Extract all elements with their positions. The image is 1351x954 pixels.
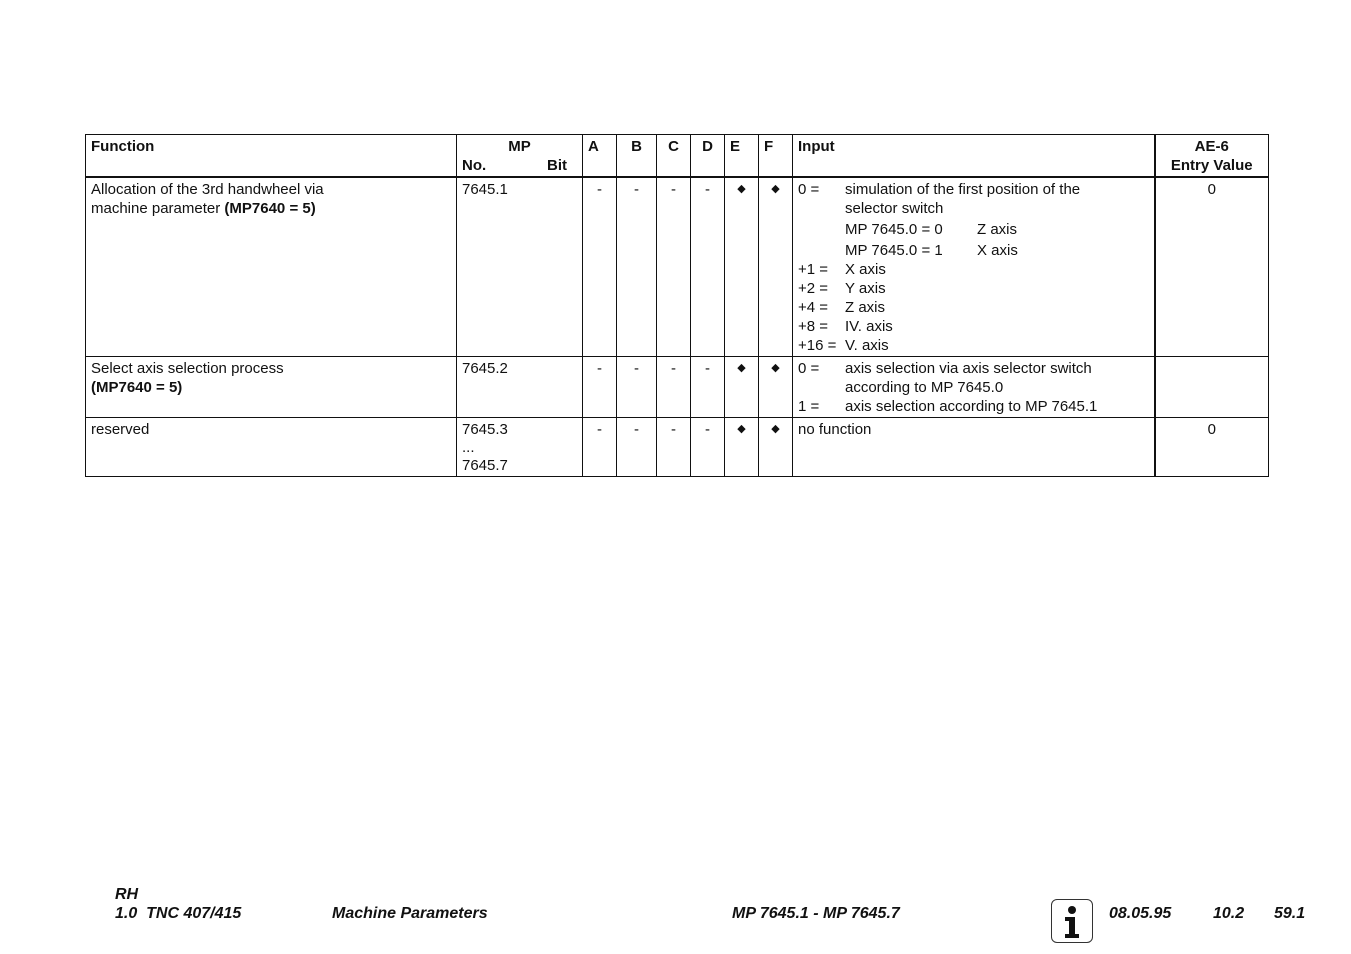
mp-number-cell: 7645.1 (457, 177, 583, 357)
input-value: Z axis (845, 299, 886, 316)
cell-b: - (617, 357, 657, 418)
function-condition: (MP7640 = 5) (91, 379, 183, 396)
cell-f: ◆ (759, 177, 793, 357)
table-row (86, 177, 1269, 357)
mp-number-cell: 7645.2 (457, 357, 583, 418)
input-value: simulation of the first position of the (845, 181, 1081, 198)
header-mp (457, 135, 583, 178)
mp-number-cell (457, 418, 583, 477)
function-cell (86, 357, 457, 418)
header-b: B (617, 135, 657, 178)
entry-value-cell (1155, 357, 1269, 418)
cell-d: - (691, 418, 725, 477)
footer-chapter: 10.2 (1213, 905, 1245, 922)
input-value: axis selection via axis selector switch (845, 360, 1092, 377)
cell-a: - (583, 177, 617, 357)
input-cell (793, 357, 1155, 418)
header-function: Function (86, 135, 457, 178)
input-key: +2 = (798, 280, 829, 297)
cell-d: - (691, 177, 725, 357)
input-value: X axis (845, 261, 886, 278)
function-cell: reserved (86, 418, 457, 477)
footer-section: Machine Parameters (332, 905, 488, 922)
function-cell (86, 177, 457, 357)
table-row (86, 418, 1269, 477)
input-cell: no function (793, 418, 1155, 477)
function-text: Select axis selection process (91, 360, 284, 377)
header-entry-value: Entry Value (1170, 157, 1253, 174)
info-icon (1051, 899, 1093, 943)
cell-a: - (583, 418, 617, 477)
machine-parameter-table (85, 134, 1269, 477)
header-bit: Bit (547, 157, 567, 174)
cell-b: - (617, 177, 657, 357)
header-input: Input (793, 135, 1155, 178)
cell-b: - (617, 418, 657, 477)
table-header-row (86, 135, 1269, 178)
input-key: 0 = (798, 360, 820, 377)
mp-number: 7645.3 (462, 421, 508, 438)
input-value: axis selection according to MP 7645.1 (845, 398, 1098, 415)
footer-range: MP 7645.1 - MP 7645.7 (732, 905, 900, 922)
header-mp-label: MP (508, 138, 531, 155)
cell-c: - (657, 177, 691, 357)
cell-c: - (657, 357, 691, 418)
input-sub-value: MP 7645.0 = 1 (845, 242, 943, 259)
mp-number: 7645.7 (462, 457, 508, 474)
input-key: +16 = (798, 337, 837, 354)
function-condition: (MP7640 = 5) (224, 200, 316, 217)
input-cell (793, 177, 1155, 357)
mp-ellipsis: ... (462, 439, 475, 456)
cell-c: - (657, 418, 691, 477)
header-a: A (583, 135, 617, 178)
header-ae6 (1155, 135, 1269, 178)
input-key: +4 = (798, 299, 829, 316)
cell-e: ◆ (725, 418, 759, 477)
header-no: No. (462, 157, 487, 174)
cell-a: - (583, 357, 617, 418)
footer-page: 59.1 (1274, 905, 1306, 922)
entry-value-cell: 0 (1155, 177, 1269, 357)
footer-rh: RH (115, 886, 139, 903)
cell-f: ◆ (759, 357, 793, 418)
header-d: D (691, 135, 725, 178)
header-f: F (759, 135, 793, 178)
input-value: Y axis (845, 280, 886, 297)
cell-d: - (691, 357, 725, 418)
input-sub-axis: Z axis (977, 221, 1018, 238)
footer-version: 1.0 TNC 407/415 (115, 905, 242, 922)
header-e: E (725, 135, 759, 178)
input-value: V. axis (845, 337, 889, 354)
input-key: 0 = (798, 181, 820, 198)
input-sub-axis: X axis (977, 242, 1018, 259)
footer-date: 08.05.95 (1109, 905, 1172, 922)
entry-value-cell: 0 (1155, 418, 1269, 477)
cell-e: ◆ (725, 357, 759, 418)
input-sub-value: MP 7645.0 = 0 (845, 221, 943, 238)
function-text: machine parameter (91, 200, 225, 217)
table-row (86, 357, 1269, 418)
cell-f: ◆ (759, 418, 793, 477)
input-value: selector switch (845, 200, 944, 217)
header-c: C (657, 135, 691, 178)
input-value: according to MP 7645.0 (845, 379, 1004, 396)
input-key: +1 = (798, 261, 829, 278)
cell-e: ◆ (725, 177, 759, 357)
input-key: +8 = (798, 318, 829, 335)
function-text: Allocation of the 3rd handwheel via (91, 181, 324, 198)
input-value: IV. axis (845, 318, 893, 335)
header-ae6-label: AE-6 (1194, 138, 1229, 155)
input-key: 1 = (798, 398, 820, 415)
